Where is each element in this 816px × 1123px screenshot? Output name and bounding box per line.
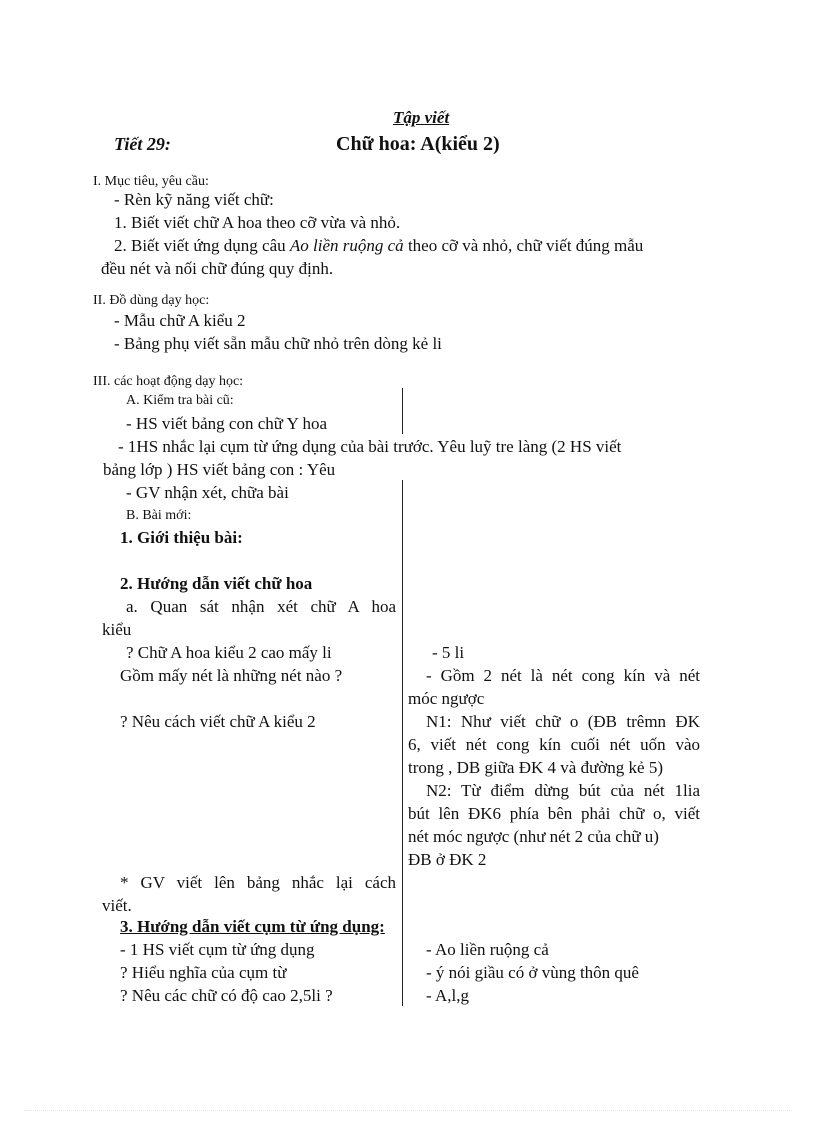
section3-heading: III. các hoạt động dạy học: <box>93 374 244 389</box>
partB-heading: B. Bài mới: <box>126 508 192 523</box>
page-bottom-rule <box>24 1110 792 1111</box>
section1-item2-cont: đều nét và nối chữ đúng quy định. <box>101 259 334 278</box>
subject-title: Tập viết <box>393 108 450 127</box>
partA-line: - GV nhận xét, chữa bài <box>126 483 289 502</box>
observe-line: kiểu <box>102 620 132 639</box>
question: - 1 HS viết cụm từ ứng dụng <box>120 940 315 959</box>
gv-note: * GV viết lên bảng nhắc lại cách <box>120 873 396 892</box>
partA-line: - HS viết bảng con chữ Y hoa <box>126 414 328 433</box>
observe-line: a. Quan sát nhận xét chữ A hoa <box>126 597 396 616</box>
section2-line: - Mẫu chữ A kiểu 2 <box>114 311 246 330</box>
apply-heading: 3. Hướng dẫn viết cụm từ ứng dụng: <box>120 917 385 936</box>
gv-note: viết. <box>102 896 132 915</box>
section1-line: 1. Biết viết chữ A hoa theo cỡ vừa và nhỏ. <box>114 213 401 232</box>
section1-item2: 2. Biết viết ứng dụng câu Ao liền ruộng cả theo cỡ và nhỏ, chữ viết đúng mẫu <box>114 236 644 255</box>
partA-line: - 1HS nhắc lại cụm từ ứng dụng của bài trước. Yêu luỹ tre làng (2 HS viết <box>118 437 622 456</box>
section2-line: - Bảng phụ viết sẵn mẫu chữ nhỏ trên dòng kẻ li <box>114 334 442 353</box>
question: ? Nêu các chữ có độ cao 2,5li ? <box>120 986 333 1005</box>
answer: N1: Như viết chữ o (ĐB trêmn ĐK <box>426 712 700 731</box>
answer: N2: Từ điểm dừng bút của nét 1lia <box>426 781 700 800</box>
partA-line: bảng lớp ) HS viết bảng con : Yêu <box>103 460 336 479</box>
answer: 6, viết nét cong kín cuối nét uốn vào <box>408 735 700 754</box>
lesson-number: Tiết 29: <box>114 134 171 154</box>
answer: móc ngược <box>408 689 485 708</box>
answer: - ý nói giầu có ở vùng thôn quê <box>426 963 639 982</box>
section2-heading: II. Đồ dùng dạy học: <box>93 293 210 308</box>
partA-heading: A. Kiểm tra bài cũ: <box>126 393 234 408</box>
answer: - A,l,g <box>426 986 469 1005</box>
intro-heading: 1. Giới thiệu bài: <box>120 528 243 547</box>
answer: nét móc ngược (như nét 2 của chữ u) <box>408 827 659 846</box>
question: Gồm mấy nét là những nét nào ? <box>120 666 343 685</box>
page-title: Chữ hoa: A(kiểu 2) <box>336 133 500 155</box>
question: ? Nêu cách viết chữ A kiểu 2 <box>120 712 316 731</box>
answer: trong , DB giữa ĐK 4 và đường kẻ 5) <box>408 758 663 777</box>
answer: ĐB ở ĐK 2 <box>408 850 487 869</box>
answer: - Gồm 2 nét là nét cong kín và nét <box>426 666 700 685</box>
section1-line: - Rèn kỹ năng viết chữ: <box>114 190 274 209</box>
guide-heading: 2. Hướng dẫn viết chữ hoa <box>120 574 313 593</box>
answer: - 5 li <box>432 643 465 662</box>
column-divider <box>402 388 403 434</box>
column-divider <box>402 480 403 1006</box>
answer: - Ao liền ruộng cả <box>426 940 549 959</box>
section1-heading: I. Mục tiêu, yêu cầu: <box>93 174 209 189</box>
question: ? Hiểu nghĩa của cụm từ <box>120 963 287 982</box>
application-phrase: Ao liền ruộng cả <box>289 236 404 255</box>
question: ? Chữ A hoa kiểu 2 cao mấy li <box>126 643 332 662</box>
answer: bút lên ĐK6 phía bên phải chữ o, viết <box>408 804 700 823</box>
